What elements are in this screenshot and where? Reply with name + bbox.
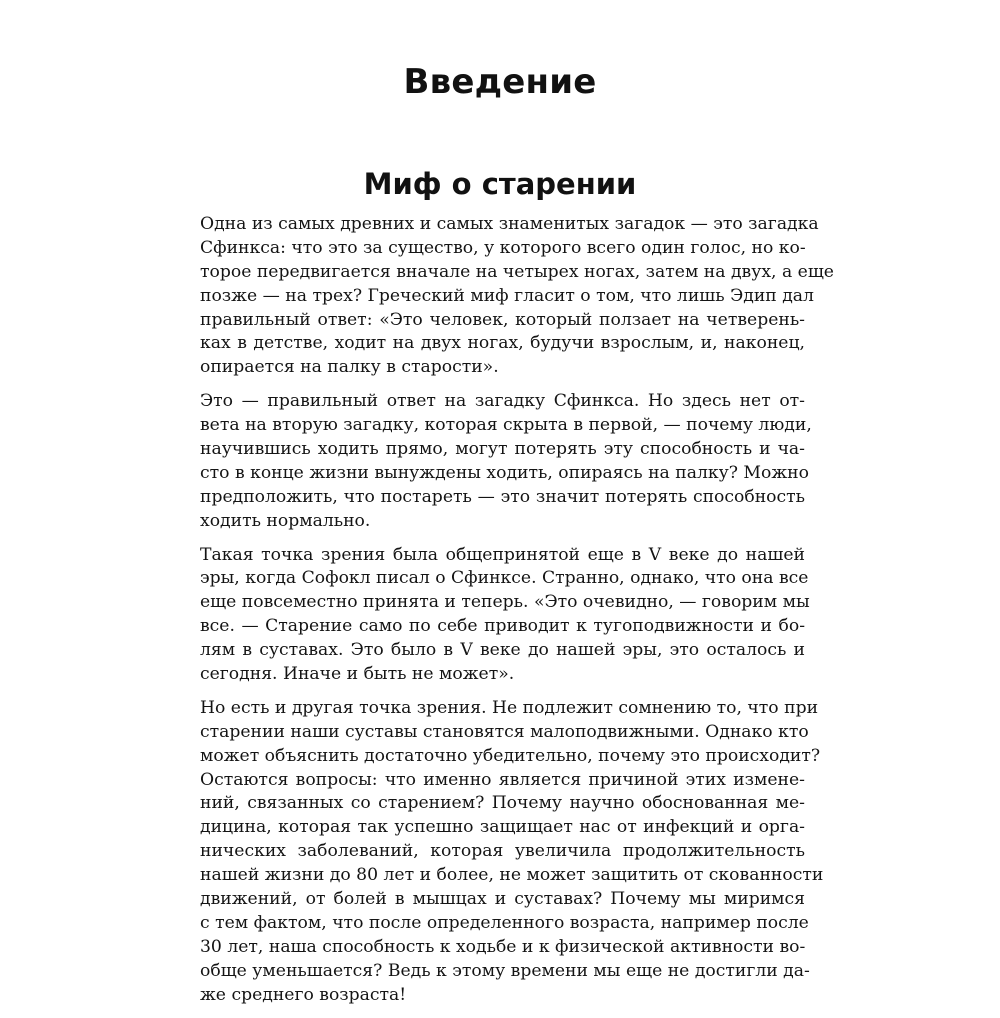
text-line: Но есть и другая точка зрения. Не подлежит сомнению то, что при: [200, 697, 819, 718]
text-line: эры, когда Софокл писал о Сфинксе. Странно, однако, что она все: [200, 568, 809, 589]
text-line: движений, от болей в мышцах и суставах? Почему мы миримся: [200, 889, 805, 910]
text-line: 30 лет, наша способность к ходьбе и к физической активности во-: [200, 936, 806, 957]
text-line: сто в конце жизни вынуждены ходить, опираясь на палку? Можно: [200, 462, 809, 483]
text-line: нических заболеваний, которая увеличила продолжительность: [200, 841, 805, 862]
text-line: лям в суставах. Это было в V веке до нашей эры, это осталось и: [200, 640, 805, 661]
text-line: предположить, что постареть — это значит потерять способность: [200, 486, 805, 507]
paragraph: [200, 213, 834, 380]
text-line: дицина, которая так успешно защищает нас от инфекций и орга-: [200, 817, 805, 838]
text-line: Такая точка зрения была общепринятой еще в V веке до нашей: [200, 544, 805, 565]
text-line: научившись ходить прямо, могут потерять эту способность и ча-: [200, 439, 805, 460]
paragraph: [200, 697, 824, 1008]
text-line: же среднего возраста!: [200, 984, 407, 1005]
paragraph: [200, 544, 810, 687]
text-line: обще уменьшается? Ведь к этому времени мы еще не достигли да-: [200, 960, 810, 981]
text-line: ках в детстве, ходит на двух ногах, будучи взрослым, и, наконец,: [200, 333, 805, 354]
text-line: нашей жизни до 80 лет и более, не может защитить от скованности: [200, 865, 824, 886]
paragraph: [200, 390, 812, 533]
chapter-title: Введение: [403, 62, 597, 102]
text-line: ходить нормально.: [200, 510, 371, 531]
text-line: может объяснить достаточно убедительно, почему это происходит?: [200, 745, 821, 766]
text-line: с тем фактом, что после определенного возраста, например после: [200, 912, 809, 933]
text-line: правильный ответ: «Это человек, который ползает на четверень-: [200, 309, 805, 330]
text-line: Это — правильный ответ на загадку Сфинкса. Но здесь нет от-: [200, 391, 805, 412]
text-line: ний, связанных со старением? Почему научно обоснованная ме-: [200, 793, 805, 814]
text-line: еще повсеместно принята и теперь. «Это очевидно, — говорим мы: [200, 592, 810, 613]
text-line: опирается на палку в старости».: [200, 357, 499, 378]
text-line: Остаются вопросы: что именно является причиной этих измене-: [200, 769, 805, 790]
section-title: Миф о старении: [363, 167, 637, 201]
text-line: позже — на трех? Греческий миф гласит о том, что лишь Эдип дал: [200, 285, 814, 306]
text-line: вета на вторую загадку, которая скрыта в первой, — почему люди,: [200, 415, 812, 436]
text-line: торое передвигается вначале на четырех ногах, затем на двух, а еще: [200, 261, 834, 282]
text-line: Сфинкса: что это за существо, у которого всего один голос, но ко-: [200, 237, 806, 258]
text-line: старении наши суставы становятся малоподвижными. Однако кто: [200, 721, 809, 742]
text-line: все. — Старение само по себе приводит к тугоподвижности и бо-: [200, 616, 805, 637]
text-line: Одна из самых древних и самых знаменитых загадок — это загадка: [200, 214, 819, 234]
text-line: сегодня. Иначе и быть не может».: [200, 664, 515, 685]
body-text: [200, 213, 834, 1018]
